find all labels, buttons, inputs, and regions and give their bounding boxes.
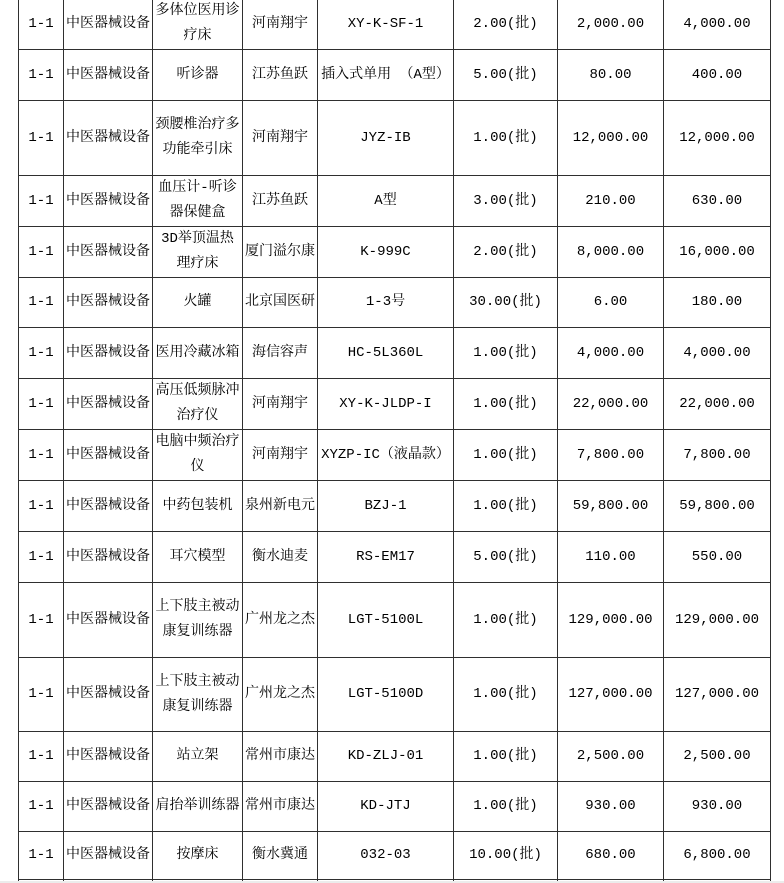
cell-total-price: 129,000.00 [664, 583, 771, 658]
cell-model: 032-03 [318, 832, 454, 880]
table-row [19, 328, 771, 379]
cell-model: KD-JTJ [318, 782, 454, 832]
cell-manufacturer: 河南翔宇 [243, 0, 318, 50]
cell-category: 中医器械设备 [64, 430, 153, 481]
cell-model: XY-K-JLDP-I [318, 379, 454, 430]
cell-product-name: 中药包装机 [153, 481, 243, 532]
cell-item-no: 1-1 [19, 782, 64, 832]
cell-quantity: 1.00(批) [454, 583, 558, 658]
cell-product-name: 听诊器 [153, 50, 243, 101]
cell-total-price: 6,800.00 [664, 832, 771, 880]
cell-category: 中医器械设备 [64, 658, 153, 732]
cell-total-price: 16,000.00 [664, 227, 771, 278]
cell-model: HC-5L360L [318, 328, 454, 379]
cell-product-name: 耳穴模型 [153, 532, 243, 583]
cell-total-price: 400.00 [664, 50, 771, 101]
cell-manufacturer: 厦门溢尔康 [243, 227, 318, 278]
cell-product-name: 站立架 [153, 732, 243, 782]
cell-unit-price: 12,000.00 [558, 101, 664, 176]
cell-model: 1-3号 [318, 278, 454, 328]
cell-category: 中医器械设备 [64, 732, 153, 782]
cell-unit-price: 680.00 [558, 832, 664, 880]
cell-manufacturer: 江苏鱼跃 [243, 176, 318, 227]
cell-quantity: 2.00(批) [454, 0, 558, 50]
table-row [19, 379, 771, 430]
cell-quantity: 3.00(批) [454, 176, 558, 227]
cell-product-name: 血压计-听诊器保健盒 [153, 176, 243, 227]
cell-product-name: 医用冷藏冰箱 [153, 328, 243, 379]
table-row [19, 732, 771, 782]
cell-total-price: 59,800.00 [664, 481, 771, 532]
table-row [19, 481, 771, 532]
cell-category: 中医器械设备 [64, 0, 153, 50]
cell-product-name: 高压低频脉冲治疗仪 [153, 379, 243, 430]
cell-quantity: 1.00(批) [454, 782, 558, 832]
cell-product-name: 火罐 [153, 278, 243, 328]
cell-unit-price: 59,800.00 [558, 481, 664, 532]
cell-unit-price: 110.00 [558, 532, 664, 583]
cell-category: 中医器械设备 [64, 832, 153, 880]
cell-manufacturer: 河南翔宇 [243, 430, 318, 481]
cell-total-price: 2,500.00 [664, 732, 771, 782]
cell-manufacturer: 广州龙之杰 [243, 583, 318, 658]
table-row [19, 430, 771, 481]
table-row [19, 0, 771, 50]
cell-category: 中医器械设备 [64, 379, 153, 430]
cell-quantity: 1.00(批) [454, 658, 558, 732]
cell-unit-price: 80.00 [558, 50, 664, 101]
cell-quantity: 1.00(批) [454, 732, 558, 782]
cell-total-price: 127,000.00 [664, 658, 771, 732]
cell-category: 中医器械设备 [64, 583, 153, 658]
cell-product-name: 肩抬举训练器 [153, 782, 243, 832]
cell-model: JYZ-IB [318, 101, 454, 176]
cell-unit-price: 2,500.00 [558, 732, 664, 782]
cell-item-no: 1-1 [19, 481, 64, 532]
cell-item-no: 1-1 [19, 832, 64, 880]
cell-model: 插入式单用 （A型） [318, 50, 454, 101]
cell-item-no: 1-1 [19, 379, 64, 430]
cell-category: 中医器械设备 [64, 782, 153, 832]
cell-quantity: 1.00(批) [454, 101, 558, 176]
cell-unit-price: 8,000.00 [558, 227, 664, 278]
cell-item-no: 1-1 [19, 583, 64, 658]
cell-unit-price: 127,000.00 [558, 658, 664, 732]
cell-model: RS-EM17 [318, 532, 454, 583]
cell-manufacturer: 衡水冀通 [243, 832, 318, 880]
cell-unit-price: 7,800.00 [558, 430, 664, 481]
cell-item-no: 1-1 [19, 176, 64, 227]
cell-manufacturer: 常州市康达 [243, 782, 318, 832]
cell-manufacturer: 海信容声 [243, 328, 318, 379]
cell-manufacturer: 广州龙之杰 [243, 658, 318, 732]
cell-product-name: 按摩床 [153, 832, 243, 880]
cell-total-price: 12,000.00 [664, 101, 771, 176]
cell-category: 中医器械设备 [64, 50, 153, 101]
cell-unit-price: 930.00 [558, 782, 664, 832]
cell-quantity: 2.00(批) [454, 227, 558, 278]
cell-item-no: 1-1 [19, 430, 64, 481]
cell-quantity: 5.00(批) [454, 532, 558, 583]
table-row [19, 832, 771, 880]
cell-model: LGT-5100L [318, 583, 454, 658]
table-row [19, 50, 771, 101]
cell-total-price: 930.00 [664, 782, 771, 832]
cell-total-price: 22,000.00 [664, 379, 771, 430]
cell-product-name: 上下肢主被动康复训练器 [153, 658, 243, 732]
cell-quantity: 1.00(批) [454, 430, 558, 481]
table-row [19, 532, 771, 583]
cell-model: BZJ-1 [318, 481, 454, 532]
cell-item-no: 1-1 [19, 278, 64, 328]
cell-unit-price: 6.00 [558, 278, 664, 328]
cell-product-name: 多体位医用诊疗床 [153, 0, 243, 50]
cell-category: 中医器械设备 [64, 532, 153, 583]
cell-unit-price: 129,000.00 [558, 583, 664, 658]
cell-manufacturer: 泉州新电元 [243, 481, 318, 532]
cell-unit-price: 4,000.00 [558, 328, 664, 379]
table-row [19, 176, 771, 227]
cell-category: 中医器械设备 [64, 176, 153, 227]
cell-model: A型 [318, 176, 454, 227]
cell-item-no: 1-1 [19, 101, 64, 176]
cell-manufacturer: 衡水迪麦 [243, 532, 318, 583]
cell-category: 中医器械设备 [64, 328, 153, 379]
cell-unit-price: 22,000.00 [558, 379, 664, 430]
cell-manufacturer: 北京国医研 [243, 278, 318, 328]
cell-product-name: 电脑中频治疗仪 [153, 430, 243, 481]
cell-total-price: 4,000.00 [664, 0, 771, 50]
cell-manufacturer: 河南翔宇 [243, 101, 318, 176]
cell-category: 中医器械设备 [64, 481, 153, 532]
cell-quantity: 5.00(批) [454, 50, 558, 101]
cell-item-no: 1-1 [19, 658, 64, 732]
table-row [19, 658, 771, 732]
cell-item-no: 1-1 [19, 732, 64, 782]
cell-manufacturer: 江苏鱼跃 [243, 50, 318, 101]
cell-model: K-999C [318, 227, 454, 278]
cell-total-price: 630.00 [664, 176, 771, 227]
cell-unit-price: 210.00 [558, 176, 664, 227]
cell-category: 中医器械设备 [64, 101, 153, 176]
cell-item-no: 1-1 [19, 0, 64, 50]
cell-category: 中医器械设备 [64, 278, 153, 328]
cell-quantity: 10.00(批) [454, 832, 558, 880]
table-row [19, 583, 771, 658]
cell-product-name: 颈腰椎治疗多功能牵引床 [153, 101, 243, 176]
table-row [19, 227, 771, 278]
table-row [19, 101, 771, 176]
cell-model: LGT-5100D [318, 658, 454, 732]
cell-model: XYZP-IC（液晶款） [318, 430, 454, 481]
cell-total-price: 180.00 [664, 278, 771, 328]
cell-product-name: 上下肢主被动康复训练器 [153, 583, 243, 658]
cell-quantity: 1.00(批) [454, 328, 558, 379]
cell-quantity: 30.00(批) [454, 278, 558, 328]
cell-quantity: 1.00(批) [454, 481, 558, 532]
cell-category: 中医器械设备 [64, 227, 153, 278]
cell-model: XY-K-SF-1 [318, 0, 454, 50]
cell-item-no: 1-1 [19, 532, 64, 583]
cell-total-price: 550.00 [664, 532, 771, 583]
cell-total-price: 4,000.00 [664, 328, 771, 379]
cell-manufacturer: 常州市康达 [243, 732, 318, 782]
cell-manufacturer: 河南翔宇 [243, 379, 318, 430]
cell-item-no: 1-1 [19, 50, 64, 101]
cell-item-no: 1-1 [19, 227, 64, 278]
cell-item-no: 1-1 [19, 328, 64, 379]
cell-product-name: 3D举顶温热理疗床 [153, 227, 243, 278]
cell-total-price: 7,800.00 [664, 430, 771, 481]
table-row [19, 278, 771, 328]
procurement-table [18, 0, 771, 883]
cell-quantity: 1.00(批) [454, 379, 558, 430]
cell-model: KD-ZLJ-01 [318, 732, 454, 782]
table-body [19, 0, 771, 883]
table-row [19, 782, 771, 832]
cell-unit-price: 2,000.00 [558, 0, 664, 50]
